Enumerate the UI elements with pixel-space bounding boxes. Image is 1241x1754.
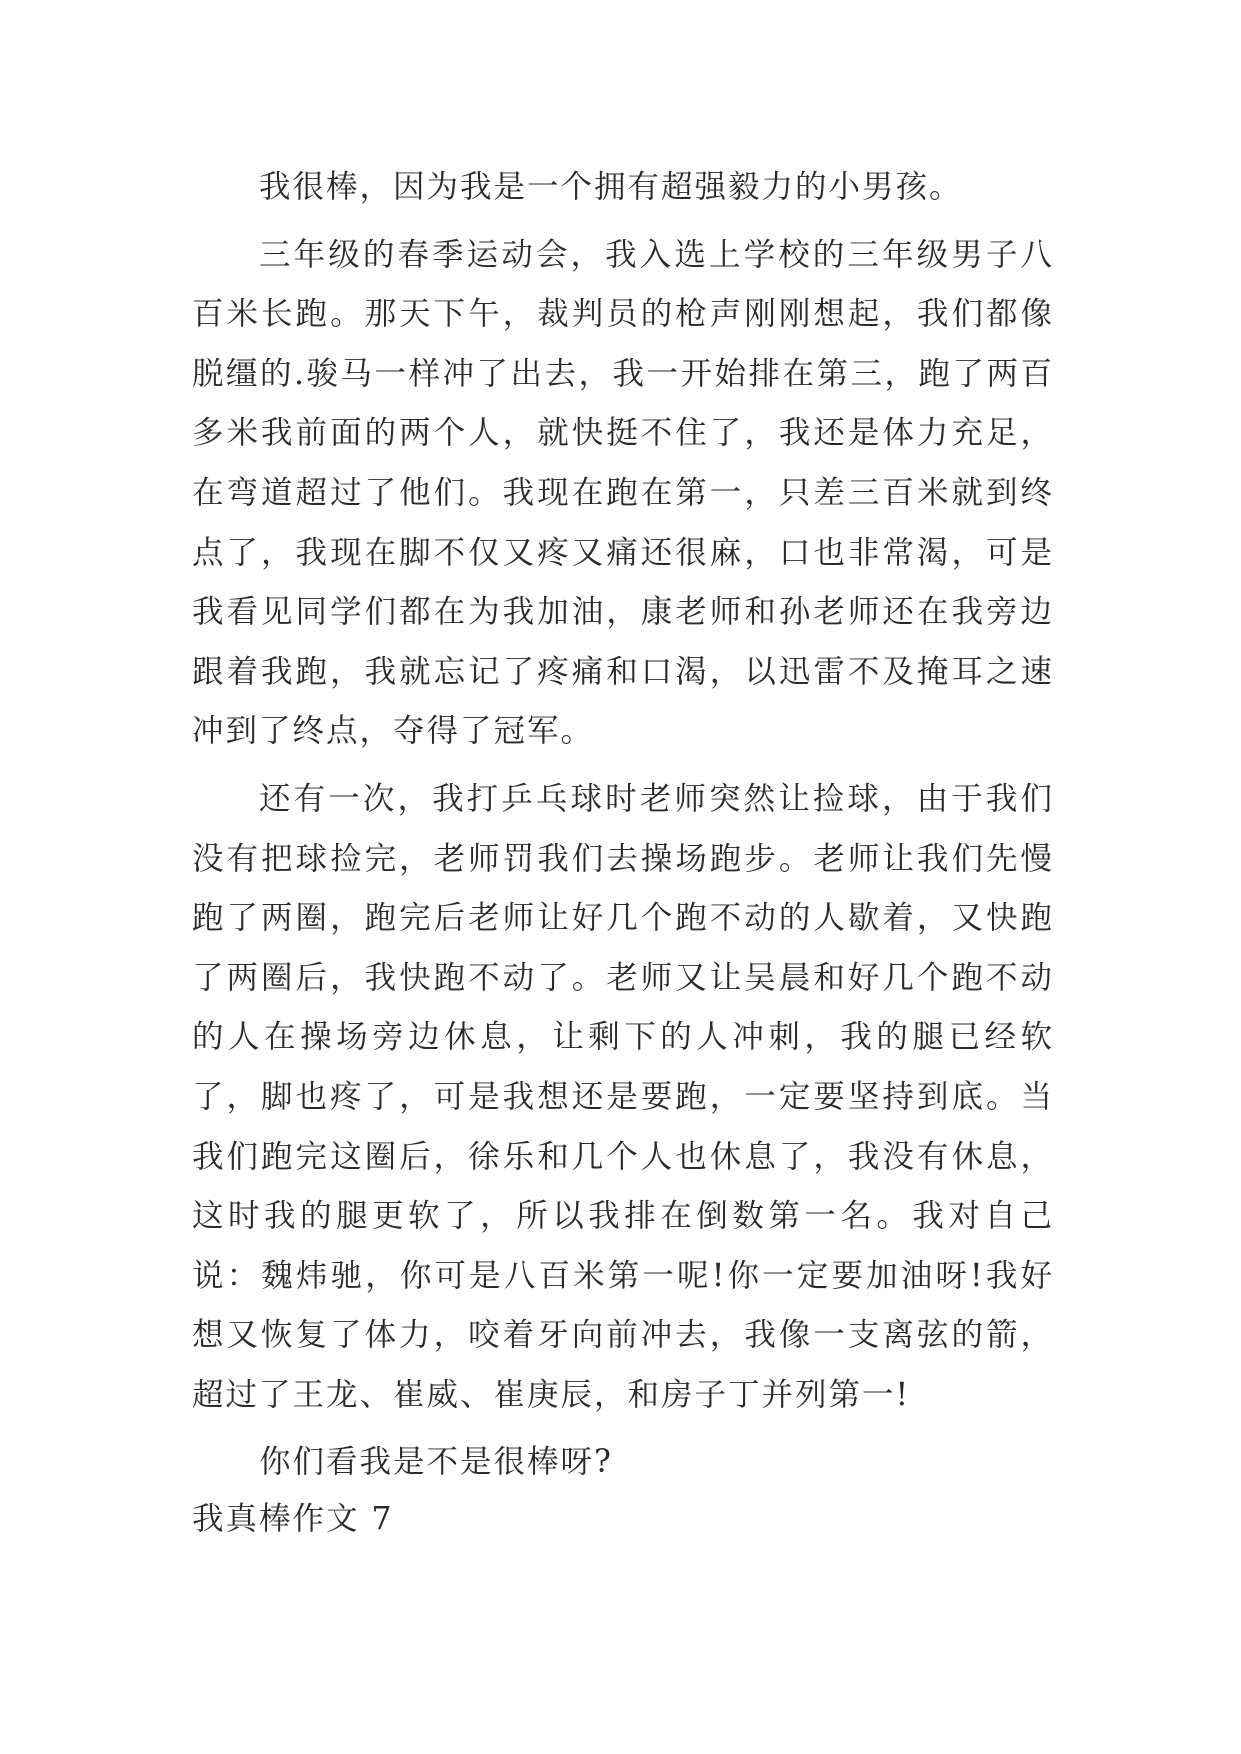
next-essay-heading: 我真棒作文 7 [192, 1501, 394, 1537]
paragraph-sports-meet: 三年级的春季运动会，我入选上学校的三年级男子八百米长跑。那天下午，裁判员的枪声刚刚想起，我们都像脱缰的.骏马一样冲了出去，我一开始排在第三，跑了两百多米我前面的两个人，就快挺不住了，我还是体力充足，在弯道超过了他们。我现在跑在第一，只差三百米就到终点了，我现在脚不仅又疼又痛还很麻，口也非常渴，可是我看见同学们都在为我加油，康老师和孙老师还在我旁边跟着我跑，我就忘记了疼痛和口渴，以迅雷不及掩耳之速冲到了终点，夺得了冠军。 [192, 236, 1054, 750]
paragraph-closing: 你们看我是不是很棒呀? [259, 1444, 613, 1481]
paragraph-intro: 我很棒，因为我是一个拥有超强毅力的小男孩。 [259, 169, 963, 205]
essay-body [192, 158, 1054, 1501]
paragraph-ping-pong: 还有一次，我打乒乓球时老师突然让捡球，由于我们没有把球捡完，老师罚我们去操场跑步。老师让我们先慢跑了两圈，跑完后老师让好几个跑不动的人歇着，又快跑了两圈后，我快跑不动了。老师又让吴晨和好几个跑不动的人在操场旁边休息，让剩下的人冲刺，我的腿已经软了，脚也疼了，可是我想还是要跑，一定要坚持到底。当我们跑完这圈后，徐乐和几个人也休息了，我没有休息，这时我的腿更软了，所以我排在倒数第一名。我对自己说：魏炜驰，你可是八百米第一呢!你一定要加油呀!我好想又恢复了体力，咬着牙向前冲去，我像一支离弦的箭，超过了王龙、崔威、崔庚辰，和房子丁并列第一! [192, 780, 1054, 1413]
